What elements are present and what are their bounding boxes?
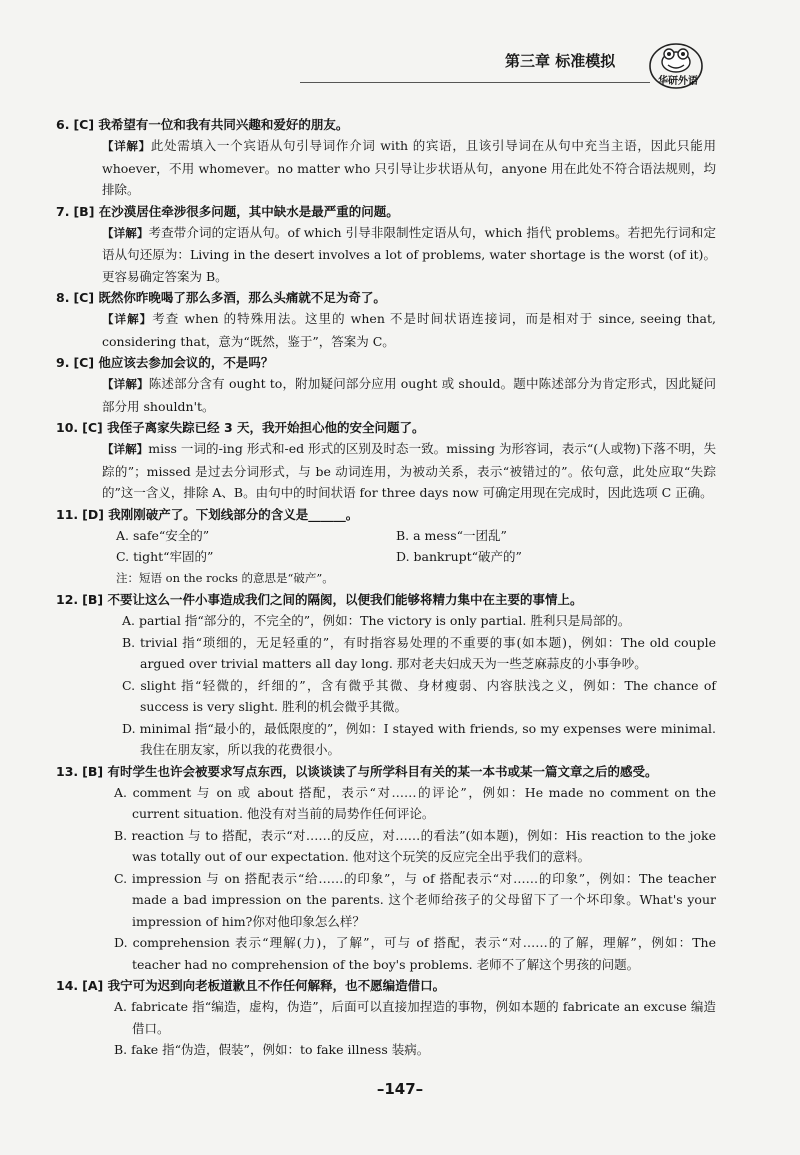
question-11-note: 注：短语 on the rocks 的意思是“破产”。 [116,570,334,585]
question-14-item-a: A. fabricate 指“编造，虚构，伪造”，后面可以直接加捏造的事物，例如本题的 fabricate an excuse 编造借口。 [114,999,716,1036]
option-c: C. tight“牢固的” [116,549,214,564]
question-10-heading: 10. [C] 我侄子离家失踪已经 3 天，我开始担心他的安全问题了。 [56,420,425,435]
question-12-heading: 12. [B] 不要让这么一件小事造成我们之间的隔阂，以便我们能够将精力集中在主要的事情上。 [56,592,583,607]
question-7-heading: 7. [B] 在沙漠居住牵涉很多问题，其中缺水是最严重的问题。 [56,203,399,219]
question-9-explanation: 【详解】陈述部分含有 ought to，附加疑问部分应用 ought 或 should。题中陈述部分为肯定形式，因此疑问部分用 shouldn't。 [102,376,717,414]
question-8-explanation: 【详解】考查 when 的特殊用法。这里的 when 不是时间状语连接词，而是相对于 since, seeing that, considering that，意为“既然，鉴于”，答案为 C。 [102,311,716,349]
question-14-item-b: B. fake 指“伪造，假装”，例如：to fake illness 装病。 [114,1042,430,1057]
question-13-heading: 13. [B] 有时学生也许会被要求写点东西，以谈谈读了与所学科目有关的某一本书或某一篇文章之后的感受。 [56,763,658,779]
question-10-explanation: 【详解】miss 一词的-ing 形式和-ed 形式的区别及时态一致。missing 为形容词，表示“(人或物)下落不明，失踪的”；missed 是过去分词形式，与 be 动词连用，为被动关系，表示“被错过的”。依句意，此处应取“失踪的”这一含义，排除 A、B。由句中的时间状语 for three days now 可确定用现在完成时，因此选项 C 正确。 [102,441,717,500]
question-6-explanation: 【详解】此处需填入一个宾语从句引导词作介词 with 的宾语，且该引导词在从句中充当主语，因此只能用 whoever，不用 whomever。no matter who 只引导让步状语从句，anyone 用在此处不符合语法规则，均排除。 [102,138,716,197]
option-a: A. safe“安全的” [116,527,210,543]
question-14-heading: 14. [A] 我宁可为迟到向老板道歉且不作任何解释，也不愿编造借口。 [56,978,446,993]
chapter-header: 第三章 标准模拟 [505,52,616,70]
question-13-item-c: C. impression 与 on 搭配表示“给……的印象”，与 of 搭配表示“对……的印象”，例如：The teacher made a bad impression on the parents. 这个老师给孩子的父母留下了一个坏印象。What's your impression of him?你对他印象怎么样？ [114,870,716,929]
question-13-item-d: D. comprehension 表示“理解(力)，了解”，可与 of 搭配，表示“对……的了解，理解”，例如：The teacher had no comprehension of the boy's problems. 老师不了解这个男孩的问题。 [114,935,716,972]
question-11-heading: 11. [D] 我刚刚破产了。下划线部分的含义是______。 [56,506,359,522]
question-9-heading: 9. [C] 他应该去参加会议的，不是吗？ [56,355,274,370]
header-rule [300,82,650,83]
question-13-item-b: B. reaction 与 to 搭配，表示“对……的反应，对……的看法”(如本题)，例如：His reaction to the joke was totally out of our expectation. 他对这个玩笑的反应完全出乎我们的意料。 [114,827,716,864]
question-8-heading: 8. [C] 既然你昨晚喝了那么多酒，那么头痛就不足为奇了。 [56,290,386,305]
option-d: D. bankrupt“破产的” [396,549,522,564]
question-12-item-a: A. partial 指“部分的，不完全的”，例如：The victory is only partial. 胜利只是局部的。 [122,613,631,628]
question-7-explanation: 【详解】考查带介词的定语从句。of which 引导非限制性定语从句，which 指代 problems。若把先行词和定语从句还原为：Living in the desert involves a lot of problems, water shortage is the worst (of it)。更容易确定答案为 B。 [102,224,716,284]
answer-content [56,114,716,1061]
page-number: –147– [376,1080,424,1098]
question-11-options [116,525,716,568]
logo-text: 华研外语 [658,76,698,87]
question-12-item-d: D. minimal 指“最小的，最低限度的”，例如：I stayed with friends, so my expenses were minimal. 我住在朋友家，所以我的花费很小。 [122,720,716,757]
question-6-heading: 6. [C] 我希望有一位和我有共同兴趣和爱好的朋友。 [56,117,349,132]
question-13-item-a: A. comment 与 on 或 about 搭配，表示“对……的评论”，例如：He made no comment on the current situation. 他没有对当前的局势作任何评论。 [114,784,716,821]
question-12-item-b: B. trivial 指“琐细的，无足轻重的”，有时指容易处理的不重要的事(如本题)，例如：The old couple argued over trivial matters all day long. 那对老夫妇成天为一些芝麻蒜皮的小事争吵。 [122,634,716,671]
option-b: B. a mess“一团乱” [396,527,507,543]
question-12-item-c: C. slight 指“轻微的，纤细的”，含有微乎其微、身材瘦弱、内容肤浅之义，例如：The chance of success is very slight. 胜利的机会微乎其微。 [122,677,716,714]
